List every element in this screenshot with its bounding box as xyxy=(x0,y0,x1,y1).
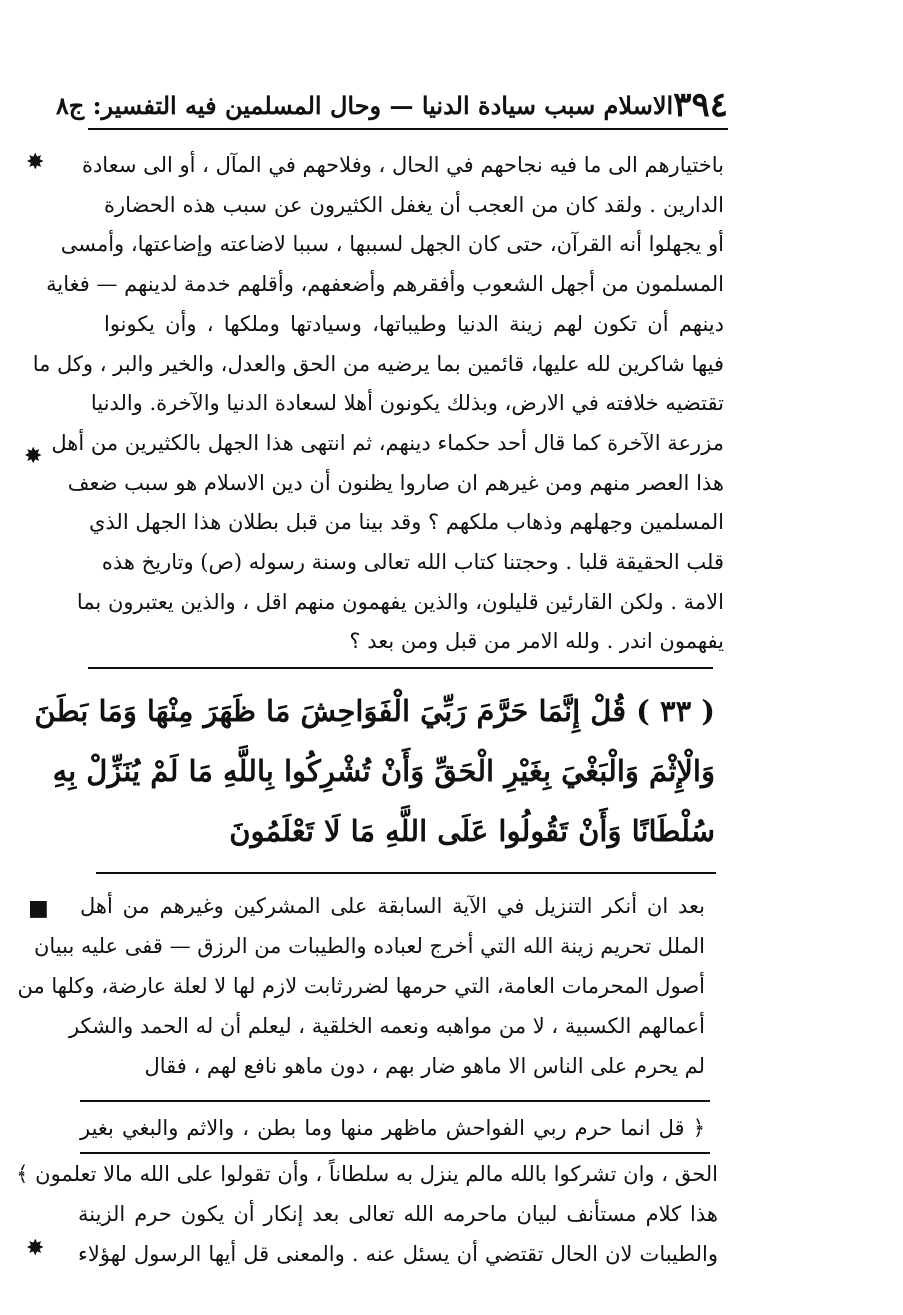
text-line: دينهم أن تكون لهم زينة الدنيا وطيباتها، وسيادتها وملكها ، وأن يكونوا xyxy=(104,311,724,336)
text-line: أو يجهلوا أنه القرآن، حتى كان الجهل لسببها ، سببا لاضاعته وإضاعتها، وأمسى xyxy=(60,232,724,257)
section-divider xyxy=(88,667,713,669)
text-line: هذا كلام مستأنف لبيان ماحرمه الله تعالى بعد إنكار أن يكون حرم الزينة xyxy=(78,1202,718,1226)
text-line: هذا العصر منهم ومن غيرهم ان صاروا يظنون أن دين الاسلام هو سبب ضعف xyxy=(67,470,724,495)
text-line: الملل تحريم زينة الله التي أخرج لعباده والطيبات من الرزق — قفى عليه ببيان xyxy=(33,934,705,958)
paragraph-commentary-3 xyxy=(16,1154,718,1274)
verse-line: وَالْإِثْمَ وَالْبَغْيَ بِغَيْرِ الْحَقِّ وَأَنْ تُشْرِكُوا بِاللَّهِ مَا لَمْ يُنَزِّلْ بِهِ xyxy=(52,754,715,788)
verse-quotation xyxy=(80,1108,705,1148)
paragraph-commentary-1 xyxy=(32,146,724,662)
text-line: لم يحرم على الناس الا ماهو ضار بهم ، دون ماهو نافع لهم ، فقال xyxy=(144,1054,705,1078)
quote-line: الحق ، وان تشركوا بالله مالم ينزل به سلطاناً ، وأن تقولوا على الله مالا تعلمون ﴾ xyxy=(16,1162,718,1186)
running-title: الاسلام سبب سيادة الدنيا — وحال المسلمين فيه التفسير: ج٨ xyxy=(55,90,674,120)
text-line: والطيبات لان الحال تقتضي أن يسئل عنه . والمعنى قل أيها الرسول لهؤلاء xyxy=(78,1242,718,1266)
text-line: تقتضيه خلافته في الارض، وبذلك يكونون أهلا لسعادة الدنيا والآخرة. والدنيا xyxy=(90,391,724,416)
text-line: مزرعة الآخرة كما قال أحد حكماء دينهم، ثم انتهى هذا الجهل بالكثيرين من أهل xyxy=(51,430,724,455)
text-line: المسلمين وجهلهم وذهاب ملكهم ؟ وقد بينا من قبل بطلان هذا الجهل الذي xyxy=(88,510,724,535)
verse-line: سُلْطَانًا وَأَنْ تَقُولُوا عَلَى اللَّهِ مَا لَا تَعْلَمُونَ xyxy=(229,814,715,848)
text-line: قلب الحقيقة قلبا . وحجتنا كتاب الله تعالى وسنة رسوله (ص) وتاريخ هذه xyxy=(101,550,724,575)
quran-verse xyxy=(34,681,715,861)
page-number: ٣٩٤ xyxy=(673,85,728,125)
section-divider xyxy=(80,1100,710,1102)
text-line: الامة . ولكن القارئين قليلون، والذين يفهمون منهم اقل ، والذين يعتبرون بما xyxy=(76,589,724,614)
text-line: أصول المحرمات العامة، التي حرمها لضررثابت لازم لها لا لعلة عارضة، وكلها من xyxy=(17,974,705,998)
text-line: المسلمون من أجهل الشعوب وأفقرهم وأضعفهم، وأقلهم خدمة لدينهم — فغاية xyxy=(46,272,724,297)
quote-line: ﴿ قل انما حرم ربي الفواحش ماظهر منها وما بطن ، والاثم والبغي بغير xyxy=(80,1116,705,1140)
text-line: بعد ان أنكر التنزيل في الآية السابقة على المشركين وغيرهم من أهل xyxy=(80,894,705,918)
margin-ornament-icon: ✸ xyxy=(26,150,45,175)
text-line: فيها شاكرين لله عليها، قائمين بما يرضيه من الحق والعدل، والخير والبر ، وكل ما xyxy=(32,351,724,376)
margin-ornament-icon: ✸ xyxy=(26,1236,45,1261)
margin-ornament-icon: ✸ xyxy=(24,444,43,469)
page-header xyxy=(55,82,728,130)
paragraph-commentary-2 xyxy=(17,886,705,1086)
verse-line: ( ٣٣ ) قُلْ إِنَّمَا حَرَّمَ رَبِّيَ الْفَوَاحِشَ مَا ظَهَرَ مِنْهَا وَمَا بَطَنَ xyxy=(34,694,715,728)
text-line: يفهمون اندر . ولله الامر من قبل ومن بعد ؟ xyxy=(349,629,724,654)
margin-square-icon: ■ xyxy=(28,896,49,921)
section-divider xyxy=(96,872,716,874)
text-line: أعمالهم الكسبية ، لا من مواهبه ونعمه الخلقية ، ليعلم أن له الحمد والشكر xyxy=(68,1014,705,1038)
text-line: الدارين . ولقد كان من العجب أن يغفل الكثيرون عن سبب هذه الحضارة xyxy=(104,192,724,217)
text-line: باختيارهم الى ما فيه نجاحهم في الحال ، وفلاحهم في المآل ، أو الى سعادة xyxy=(81,153,724,177)
